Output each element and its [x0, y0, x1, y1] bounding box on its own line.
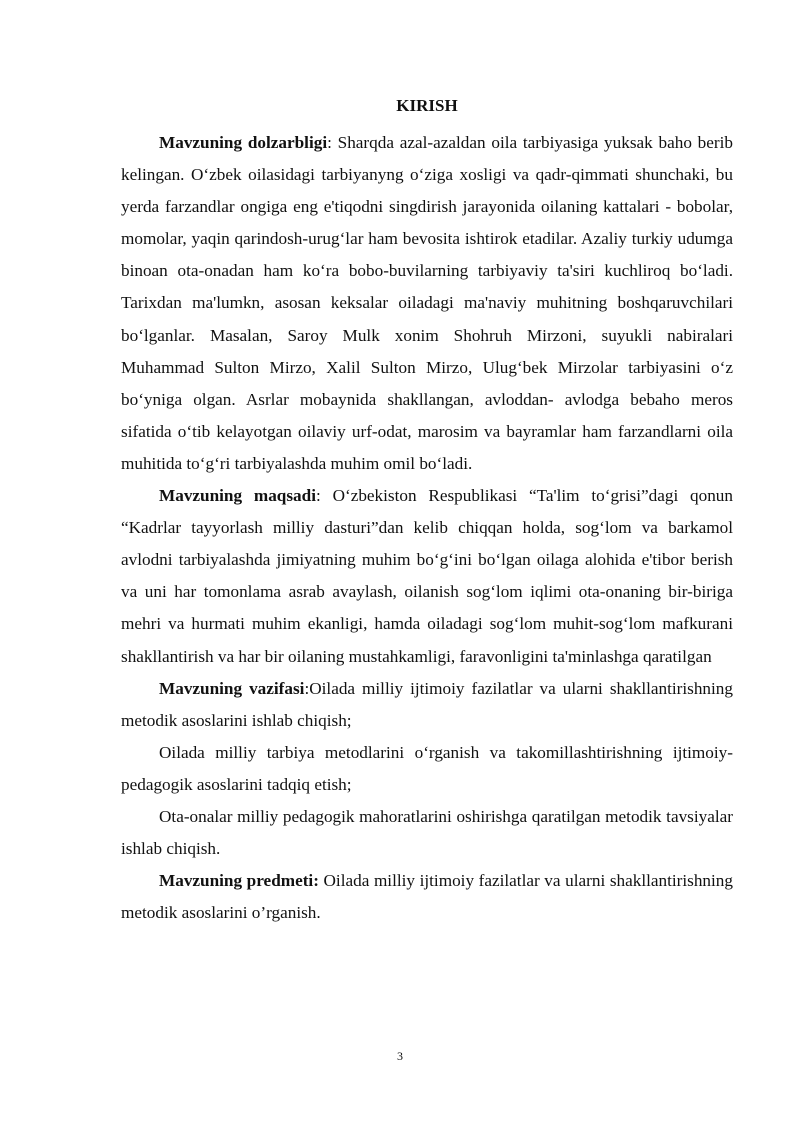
paragraph-label: Mavzuning predmeti:	[159, 871, 319, 891]
paragraph-label: Mavzuning maqsadi	[159, 486, 316, 506]
paragraph-text: :Oilada milliy ijtimoiy fazilatlar va ularni shakllantirishning metodik asoslarini ishlab chiqish;	[121, 678, 733, 730]
paragraph-label: Mavzuning dolzarbligi	[159, 133, 328, 152]
paragraph-label: Mavzuning vazifasi	[159, 678, 305, 698]
paragraph-vazifasi	[121, 673, 733, 737]
paragraph-task-3	[121, 801, 733, 865]
page-number: 3	[397, 1049, 403, 1063]
paragraph-maqsadi	[121, 480, 733, 673]
paragraph-text: Oilada milliy tarbiya metodlarini o‘rganish va takomillashtirishning ijtimoiy-pedagogik asoslarini tadqiq etish;	[121, 742, 733, 794]
paragraph-dolzarbligi	[121, 127, 733, 480]
paragraph-task-2	[121, 737, 733, 801]
paragraph-text: : Sharqda azal-azaldan oila tarbiyasiga yuksak baho berib kelingan. O‘zbek oilasidagi tarbiyanyng o‘ziga xosligi va qadr-qimmati shunchaki, bu yerda farzandlar ongiga eng e'tiqodni singdirish jarayonida oilaning kattalari - bobolar, momolar, yaqin qarindosh-urug‘lar ham bevosita ishtirok etadilar. Azaliy turkiy udumga binoan ota-onadan ham ko‘ra bobo-buvilarning tarbiyaviy ta'siri kuchliroq bo‘ladi. Tarixdan ma'lumkn, asosan keksalar oiladagi ma'naviy muhitning boshqaruvchilari bo‘lganlar. Masalan, Saroy Mulk xonim Shohruh Mirzoni, suyukli nabiralari Muhammad Sulton Mirzo, Xalil Sulton Mirzo, Ulug‘bek Mirzolar tarbiyasini o‘z bo‘yniga olgan. Asrlar mobaynida shakllangan, avloddan- avlodga bebaho meros sifatida o‘tib kelayotgan oilaviy urf-odat, marosim va bayramlar ham farzandlarni oila muhitida to‘g‘ri tarbiyalashda muhim omil bo‘ladi.	[121, 133, 733, 473]
paragraph-text: : O‘zbekiston Respublikasi “Ta'lim to‘grisi”dagi qonun “Kadrlar tayyorlash milliy dasturi”dan kelib chiqqan holda, sog‘lom va barkamol avlodni tarbiyalashda jimiyatning muhim bo‘g‘ini bo‘lgan oilaga alohida e'tibor berish va uni har tomonlama asrab avaylash, oilanish sog‘lom iqlimi ota-onaning bir-biriga mehri va hurmati muhim ekanligi, hamda oiladagi sog‘lom muhit-sog‘lom mafkurani shakllantirish va har bir oilaning mustahkamligi, faravonligini ta'minlashga qaratilgan	[121, 486, 733, 666]
document-page	[121, 95, 733, 929]
section-title: KIRISH	[396, 96, 458, 115]
paragraph-predmeti	[121, 865, 733, 929]
paragraph-text: Ota-onalar milliy pedagogik mahoratlarini oshirishga qaratilgan metodik tavsiyalar ishlab chiqish.	[121, 806, 733, 859]
paragraph-text: Oilada milliy ijtimoiy fazilatlar va ularni shakllantirishning metodik asoslarini o’rganish.	[121, 871, 733, 923]
